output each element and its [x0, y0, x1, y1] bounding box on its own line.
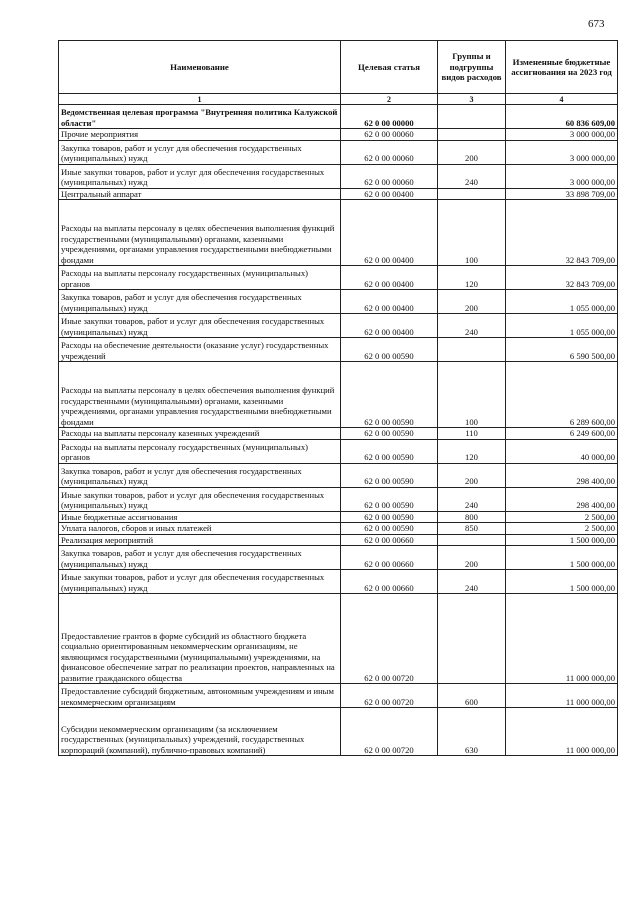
column-number-row [59, 94, 618, 105]
row-group-code [438, 129, 506, 141]
row-group-code [438, 594, 506, 684]
row-target-code: 62 0 00 00400 [341, 314, 438, 338]
row-amount: 6 289 600,00 [506, 362, 618, 428]
row-amount: 1 055 000,00 [506, 290, 618, 314]
row-target-code: 62 0 00 00720 [341, 708, 438, 756]
row-amount: 11 000 000,00 [506, 708, 618, 756]
row-amount: 6 249 600,00 [506, 428, 618, 440]
header-target: Целевая статья [341, 41, 438, 94]
row-name: Иные закупки товаров, работ и услуг для обеспечения государственных (муниципальных) нужд [59, 164, 341, 188]
row-group-code: 120 [438, 266, 506, 290]
row-group-code [438, 534, 506, 546]
row-amount: 11 000 000,00 [506, 684, 618, 708]
table-row [59, 290, 618, 314]
row-target-code: 62 0 00 00060 [341, 164, 438, 188]
row-group-code: 240 [438, 164, 506, 188]
row-target-code: 62 0 00 00590 [341, 463, 438, 487]
table-row [59, 200, 618, 266]
row-name: Прочие мероприятия [59, 129, 341, 141]
table-row [59, 523, 618, 535]
row-name: Реализация мероприятий [59, 534, 341, 546]
row-target-code: 62 0 00 00400 [341, 200, 438, 266]
row-group-code: 240 [438, 570, 506, 594]
table-row [59, 487, 618, 511]
row-target-code: 62 0 00 00060 [341, 140, 438, 164]
row-amount: 298 400,00 [506, 463, 618, 487]
row-amount: 3 000 000,00 [506, 164, 618, 188]
row-amount: 3 000 000,00 [506, 129, 618, 141]
column-number: 4 [506, 94, 618, 105]
row-name: Субсидии некоммерческим организациям (за исключением государственных (муниципальных) учреждений, государственных корпораций (компаний), публично-правовых компаний) [59, 708, 341, 756]
row-name: Расходы на выплаты персоналу государственных (муниципальных) органов [59, 266, 341, 290]
row-group-code: 200 [438, 290, 506, 314]
row-amount: 3 000 000,00 [506, 140, 618, 164]
row-amount: 2 500,00 [506, 523, 618, 535]
row-name: Закупка товаров, работ и услуг для обеспечения государственных (муниципальных) нужд [59, 463, 341, 487]
row-amount: 6 590 500,00 [506, 338, 618, 362]
table-row [59, 594, 618, 684]
row-amount: 33 898 709,00 [506, 188, 618, 200]
page-number: 673 [588, 18, 605, 30]
row-amount: 60 836 609,00 [506, 105, 618, 129]
column-number: 1 [59, 94, 341, 105]
row-group-code: 100 [438, 200, 506, 266]
row-name: Расходы на обеспечение деятельности (оказание услуг) государственных учреждений [59, 338, 341, 362]
row-name: Закупка товаров, работ и услуг для обеспечения государственных (муниципальных) нужд [59, 290, 341, 314]
row-group-code: 200 [438, 463, 506, 487]
row-name: Закупка товаров, работ и услуг для обеспечения государственных (муниципальных) нужд [59, 140, 341, 164]
table-row [59, 105, 618, 129]
table-row [59, 428, 618, 440]
row-name: Ведомственная целевая программа "Внутренняя политика Калужской области" [59, 105, 341, 129]
row-amount: 32 843 709,00 [506, 266, 618, 290]
row-target-code: 62 0 00 00400 [341, 266, 438, 290]
row-name: Расходы на выплаты персоналу в целях обеспечения выполнения функций государственными (муниципальными) органами, казенными учреждениями, органами управления государственными внебюджетными фондами [59, 362, 341, 428]
table-row [59, 362, 618, 428]
row-group-code: 240 [438, 487, 506, 511]
table-row [59, 129, 618, 141]
table-row [59, 140, 618, 164]
row-name: Расходы на выплаты персоналу в целях обеспечения выполнения функций государственными (муниципальными) органами, казенными учреждениями, органами управления государственными внебюджетными фондами [59, 200, 341, 266]
row-group-code [438, 105, 506, 129]
row-name: Иные бюджетные ассигнования [59, 511, 341, 523]
row-amount: 1 055 000,00 [506, 314, 618, 338]
row-group-code: 630 [438, 708, 506, 756]
column-number: 2 [341, 94, 438, 105]
table-row [59, 534, 618, 546]
header-group: Группы и подгруппы видов расходов [438, 41, 506, 94]
row-amount: 32 843 709,00 [506, 200, 618, 266]
row-amount: 11 000 000,00 [506, 594, 618, 684]
row-name: Предоставление грантов в форме субсидий из областного бюджета социально ориентированным некоммерческим организациям, не являющимся государственными (муниципальными) учреждениями, на финансовое обеспечение затрат по реализации проектов, направленных на развитие гражданского общества [59, 594, 341, 684]
table-row [59, 546, 618, 570]
row-amount: 2 500,00 [506, 511, 618, 523]
row-group-code: 800 [438, 511, 506, 523]
row-group-code [438, 188, 506, 200]
row-name: Расходы на выплаты персоналу государственных (муниципальных) органов [59, 439, 341, 463]
row-target-code: 62 0 00 00400 [341, 188, 438, 200]
row-name: Центральный аппарат [59, 188, 341, 200]
row-group-code: 120 [438, 439, 506, 463]
table-row [59, 188, 618, 200]
row-target-code: 62 0 00 00720 [341, 684, 438, 708]
row-amount: 298 400,00 [506, 487, 618, 511]
row-name: Иные закупки товаров, работ и услуг для обеспечения государственных (муниципальных) нужд [59, 314, 341, 338]
row-amount: 1 500 000,00 [506, 546, 618, 570]
table-row [59, 164, 618, 188]
row-target-code: 62 0 00 00660 [341, 570, 438, 594]
row-target-code: 62 0 00 00400 [341, 290, 438, 314]
table-row [59, 684, 618, 708]
row-name: Иные закупки товаров, работ и услуг для обеспечения государственных (муниципальных) нужд [59, 487, 341, 511]
table-row [59, 708, 618, 756]
row-target-code: 62 0 00 00590 [341, 362, 438, 428]
row-target-code: 62 0 00 00000 [341, 105, 438, 129]
row-group-code: 240 [438, 314, 506, 338]
row-name: Предоставление субсидий бюджетным, автономным учреждениям и иным некоммерческим организациям [59, 684, 341, 708]
row-group-code: 600 [438, 684, 506, 708]
row-target-code: 62 0 00 00590 [341, 487, 438, 511]
row-group-code: 100 [438, 362, 506, 428]
table-row [59, 314, 618, 338]
table-row [59, 511, 618, 523]
row-target-code: 62 0 00 00060 [341, 129, 438, 141]
row-name: Закупка товаров, работ и услуг для обеспечения государственных (муниципальных) нужд [59, 546, 341, 570]
row-target-code: 62 0 00 00720 [341, 594, 438, 684]
row-group-code [438, 338, 506, 362]
header-name: Наименование [59, 41, 341, 94]
table-row [59, 266, 618, 290]
row-target-code: 62 0 00 00660 [341, 534, 438, 546]
column-number: 3 [438, 94, 506, 105]
row-amount: 1 500 000,00 [506, 570, 618, 594]
table-row [59, 463, 618, 487]
row-target-code: 62 0 00 00590 [341, 428, 438, 440]
header-row [59, 41, 618, 94]
row-target-code: 62 0 00 00590 [341, 523, 438, 535]
budget-table [58, 40, 618, 756]
table-row [59, 570, 618, 594]
row-target-code: 62 0 00 00590 [341, 338, 438, 362]
row-amount: 1 500 000,00 [506, 534, 618, 546]
row-amount: 40 000,00 [506, 439, 618, 463]
row-target-code: 62 0 00 00660 [341, 546, 438, 570]
table-row [59, 338, 618, 362]
row-target-code: 62 0 00 00590 [341, 511, 438, 523]
table-row [59, 439, 618, 463]
row-group-code: 850 [438, 523, 506, 535]
row-name: Расходы на выплаты персоналу казенных учреждений [59, 428, 341, 440]
row-target-code: 62 0 00 00590 [341, 439, 438, 463]
row-name: Уплата налогов, сборов и иных платежей [59, 523, 341, 535]
row-group-code: 110 [438, 428, 506, 440]
header-amount: Измененные бюджетные ассигнования на 2023 год [506, 41, 618, 94]
row-group-code: 200 [438, 140, 506, 164]
row-group-code: 200 [438, 546, 506, 570]
row-name: Иные закупки товаров, работ и услуг для обеспечения государственных (муниципальных) нужд [59, 570, 341, 594]
